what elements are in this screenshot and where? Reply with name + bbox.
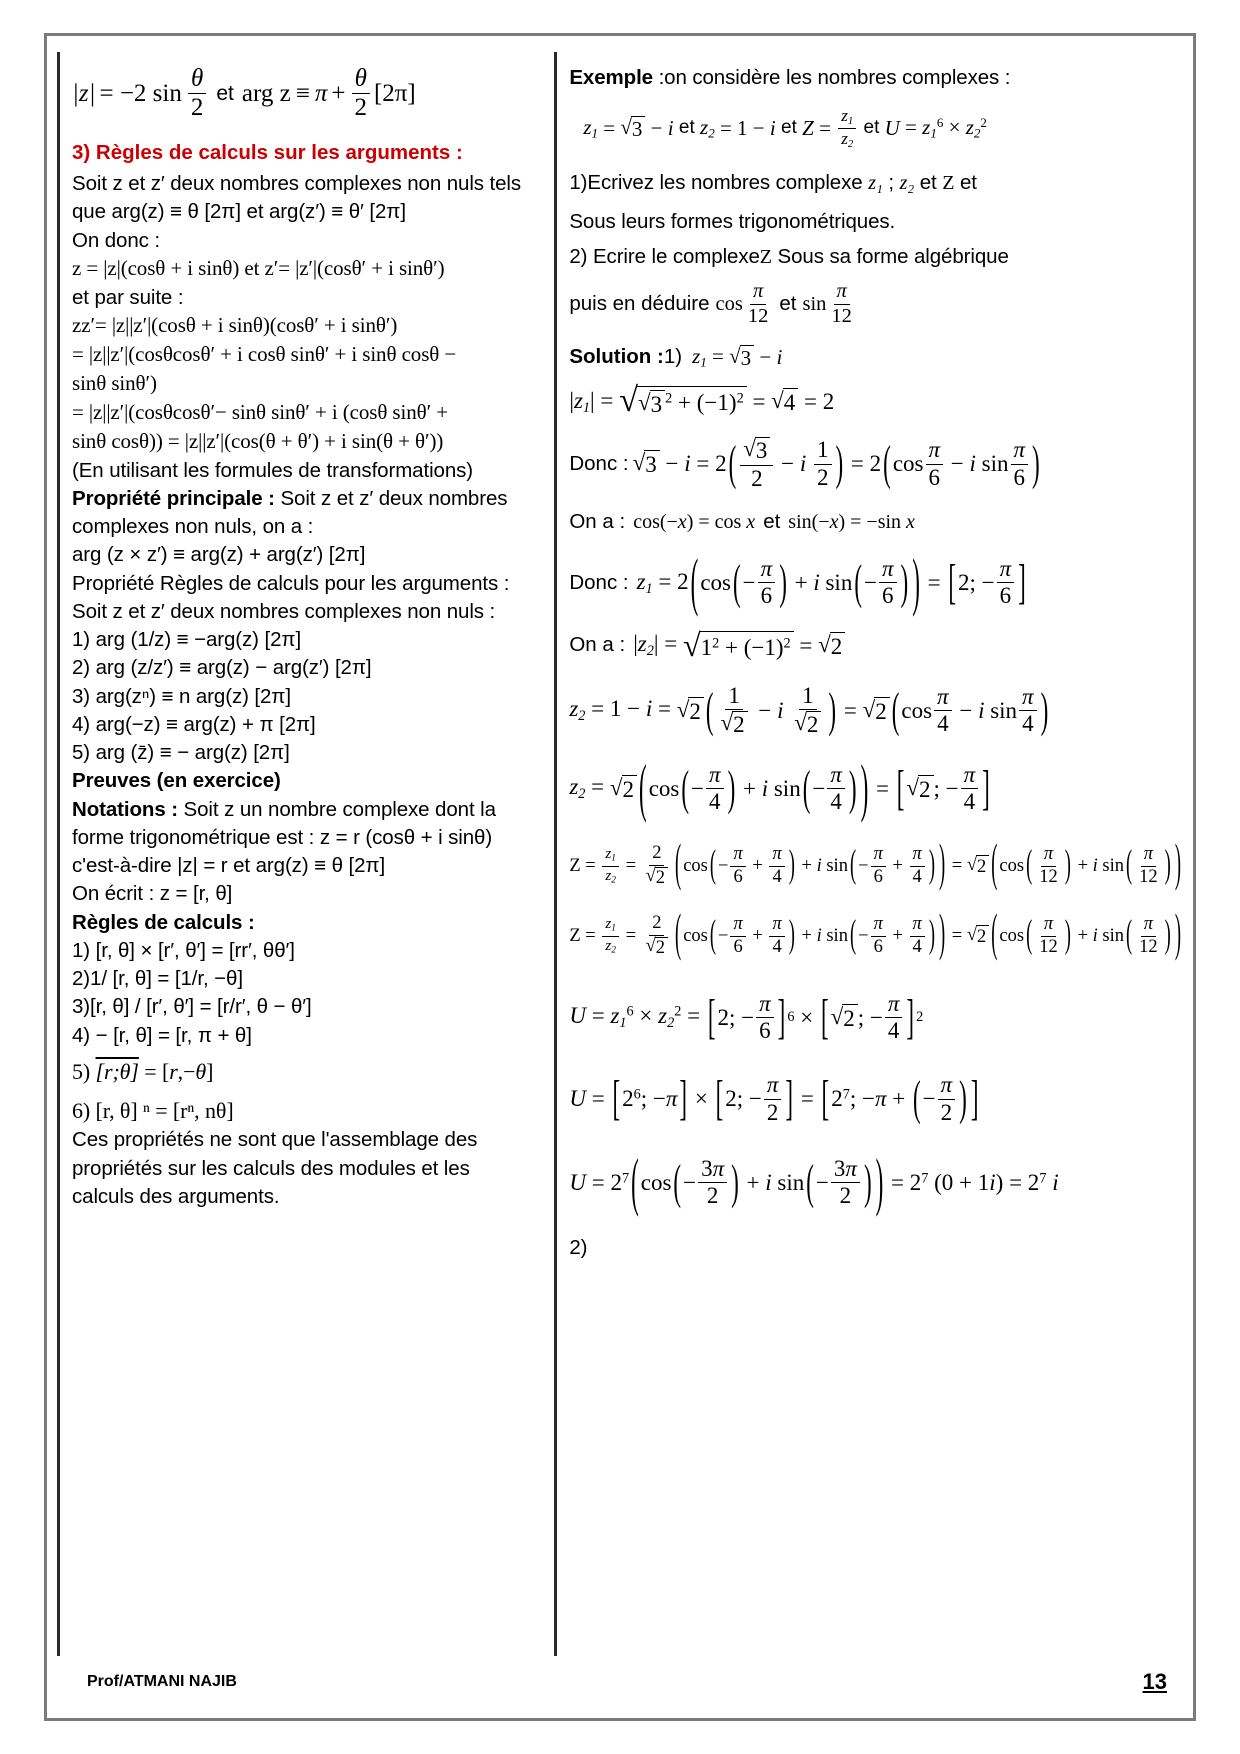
question-1-text: 1)Ecrivez les nombres complexe [569, 170, 863, 194]
question-1-line2: Sous leurs formes trigonométriques. [569, 210, 896, 234]
question-1-line [569, 169, 1183, 197]
header-formula-eq1: = −2 sin [99, 80, 182, 107]
question-1-et: et [919, 170, 937, 194]
question-2-text2: Sous sa forme algébrique [777, 245, 1009, 269]
header-formula-et: et [216, 82, 234, 106]
z2-algebraic-equation: $z_2 = 1 - i$ = √ 2 ( 1 √ 2 − i 1 √ 2 ) = √ 2 ( cos $\frac{\pi}{4}$ − i sin $\frac{\pi}{4}$ ) [569, 682, 1049, 738]
arg-rule-1: 1) arg (1/z) ≡ −arg(z) [2π] [72, 628, 302, 652]
calc-rule-2: 2)1/ [r, θ] = [1/r, −θ] [72, 967, 243, 991]
question-2-Z: Z [759, 246, 772, 269]
propriete-principale-formula: arg (z × z′) ≡ arg(z) + arg(z′) [2π] [72, 543, 366, 567]
question-1-Z: Z [942, 171, 955, 194]
header-formula-frac1: $\frac{\theta}{2}$ [188, 66, 207, 122]
left-line-8: = |z||z′|(cosθcosθ′− sinθ sinθ′ + i (cosθ sinθ′ + [72, 399, 448, 424]
notations-label: Notations : [72, 797, 178, 821]
notations-text1: Soit z un nombre complexe dont la [177, 797, 496, 821]
question-1-z1: z₁ [868, 171, 883, 194]
U-equation-2: U = [ $2^6$; −π ] × [ 2; − $\frac{\pi}{2}$ ] = [ $2^7$; −π + ( − $\frac{\pi}{2}$ ) ] [569, 1072, 979, 1125]
calc-rule-4: 4) − [r, θ] = [r, π + θ] [72, 1023, 252, 1047]
donc-2-equation: Donc : $z_1 = 2$ ( cos ( − $\frac{\pi}{6}$ ) + i sin ( − $\frac{\pi}{6}$ ) ) = [ 2; − $\frac{\pi}{6}$ ] [569, 547, 1026, 618]
left-column [57, 52, 548, 1656]
left-line-7: sinθ sinθ′) [72, 370, 157, 395]
notations-line4: On écrit : z = [r, θ] [72, 882, 233, 906]
left-line-1: que arg(z) ≡ θ [2π] et arg(z′) ≡ θ′ [2π] [72, 200, 406, 224]
closing-line2: propriétés sur les calculs des modules et les [72, 1156, 470, 1180]
z2-trig-equation: $z_2$ = √ 2 ( cos ( − $\frac{\pi}{4}$ ) + i sin ( − $\frac{\pi}{4}$ ) ) = [ √ 2 ; − $\frac{\pi}{4}$ ] [569, 753, 990, 824]
header-formula-arg: arg z [241, 80, 291, 107]
closing-line1: Ces propriétés ne sont que l'assemblage des [72, 1128, 478, 1152]
on-a-2-label: On a : [569, 632, 626, 656]
calc-rule-5: 5) [r;θ] = [r,−θ] [72, 1058, 214, 1084]
U-equation-3: $U = 2^7$ ( cos ( − $\frac{3\pi}{2}$ ) + i sin ( − $\frac{3\pi}{2}$ ) ) = $2^7$ $(0 + 1i) = 2^7$ i [569, 1146, 1059, 1217]
header-formula-frac2: $\frac{\theta}{2}$ [351, 66, 370, 122]
notations-line2: forme trigonométrique est : z = r (cosθ + i sinθ) [72, 825, 493, 849]
question-2-deduire: puis en déduire [569, 291, 710, 315]
exemple-text: :on considère les nombres complexes : [652, 66, 1011, 89]
solution-header: Solution : 1) $z_1$ = √ 3 − i [569, 344, 783, 371]
on-a-2-equation: On a : $|z_2|$ = √ $1^2 + (-1)^2$ = √ 2 [569, 631, 1183, 660]
footer-author: Prof/ATMANI NAJIB [87, 1673, 237, 1690]
solution-step: 1) [663, 345, 683, 369]
donc-1-equation: Donc : √ 3 − i = 2 ( √ 3 2 − i $\frac{1}{2}$ ) = 2 ( cos $\frac{\pi}{6}$ − i sin $\frac{\pi}{6}$ ) [569, 436, 1040, 491]
question-2-line2: puis en déduire cos $\frac{\pi}{12}$ et sin $\frac{\pi}{12}$ [569, 280, 852, 327]
left-line-5: zz′= |z||z′|(cosθ + i sinθ)(cosθ′ + i sinθ′) [72, 313, 398, 338]
left-line-6: = |z||z′|(cosθcosθ′ + i cosθ sinθ′ + i sinθ cosθ − [72, 341, 457, 366]
left-line-2: On donc : [72, 228, 160, 252]
left-line-9: sinθ cosθ)) = |z||z′|(cos(θ + θ′) + i sin(θ + θ′)) [72, 428, 444, 453]
question-1-z2: z₂ [899, 171, 915, 194]
right-column [554, 52, 1183, 1656]
footer-page-number: 13 [1142, 1669, 1167, 1694]
U-equation-1: $U = z_1^6 \times z_2^2$ = [ 2; − $\frac{\pi}{6}$ ] 6 × [ √ 2 ; − $\frac{\pi}{4}$ ] 2 [569, 991, 924, 1044]
page-footer [47, 1656, 1193, 1718]
two-column-body [47, 36, 1193, 1656]
propriete-regles-line1: Propriété Règles de calculs pour les arguments : [72, 571, 510, 595]
propriete-principale-line2: complexes non nuls, on a : [72, 515, 314, 539]
solution-label: Solution : [569, 345, 664, 369]
arg-rule-3: 3) arg(zⁿ) ≡ n arg(z) [2π] [72, 684, 291, 708]
modulus-z1-equation: $|z_1|$ = √ √ 3 $^2 + (-1)^2$ = √ 4 = 2 [569, 381, 835, 420]
left-line-3: z = |z|(cosθ + i sinθ) et z′= |z′|(cosθ′ + i sinθ′) [72, 255, 445, 280]
notations-line1 [72, 796, 548, 823]
propriete-principale-line [72, 485, 548, 512]
given-numbers: $z_1$ = √ 3 − i et $z_2$ = 1 − i et Z = $\frac{z_1}{z_2}$ et U = $z_1^6 \times z_2^2$ [583, 106, 987, 151]
arg-rule-2: 2) arg (z/z′) ≡ arg(z) − arg(z′) [2π] [72, 656, 372, 680]
arg-rule-4: 4) arg(−z) ≡ arg(z) + π [2π] [72, 712, 316, 736]
page-frame [44, 33, 1196, 1721]
on-a-1-label: On a : [569, 509, 626, 533]
calc-rule-1: 1) [r, θ] × [r′, θ′] = [rr′, θθ′] [72, 938, 295, 962]
question-1-sep: ; [888, 170, 894, 194]
Z-quotient-equation-2: Z = $\frac{z_1}{z_2}$ = 2 √ 2 ( cos ( − $\frac{\pi}{6}$ + $\frac{\pi}{4}$ ) + i sin ( − $\frac{\pi}{6}$ + $\frac{\pi}{4}$ ) ) = √ 2 ( cos ( $\frac{\pi}{12}$ ) + i sin ( $\frac{\pi}{12}$ ) ) [569, 907, 1181, 964]
exemple-line [569, 64, 1183, 91]
header-formula-modulus: |z| [72, 80, 96, 107]
question-2-text: 2) Ecrire le complexe [569, 245, 760, 269]
regles-calculs-title: Règles de calculs : [72, 910, 255, 934]
calc-rule-3: 3)[r, θ] / [r′, θ′] = [r/r′, θ − θ′] [72, 995, 312, 1019]
preuves-label: Preuves (en exercice) [72, 769, 281, 793]
left-line-0: Soit z et z′ deux nombres complexes non nuls tels [72, 172, 522, 196]
header-formula-pi: π [314, 80, 328, 107]
propriete-regles-line2: Soit z et z′ deux nombres complexes non nuls : [72, 599, 496, 623]
left-line-10: (En utilisant les formules de transformations) [72, 458, 474, 482]
header-formula-equiv: ≡ [295, 80, 310, 107]
Z-quotient-equation-1: Z = $\frac{z_1}{z_2}$ = 2 √ 2 ( cos ( − $\frac{\pi}{6}$ + $\frac{\pi}{4}$ ) + i sin ( − $\frac{\pi}{6}$ + $\frac{\pi}{4}$ ) ) = √ 2 ( cos ( $\frac{\pi}{12}$ ) + i sin ( $\frac{\pi}{12}$ ) ) [569, 837, 1181, 894]
next-step-label: 2) [569, 1235, 588, 1259]
propriete-principale-text: Soit z et z′ deux nombres [274, 486, 508, 510]
page-inner [47, 36, 1193, 1718]
header-formula-bracket: [2π] [373, 80, 416, 107]
header-formula-plus: + [331, 80, 346, 107]
closing-line3: calculs des arguments. [72, 1184, 280, 1208]
on-a-1-equation: On a : cos(−x) = cos x et sin(−x) = −sin x [569, 509, 915, 534]
calc-rule-6: 6) [r, θ] ⁿ = [rⁿ, nθ] [72, 1098, 234, 1124]
question-2-et: et [779, 291, 797, 315]
section-title-arguments: 3) Règles de calculs sur les arguments : [72, 140, 463, 164]
notations-line3: c'est-à-dire |z| = r et arg(z) ≡ θ [2π] [72, 854, 386, 878]
header-formula [72, 66, 548, 122]
exemple-label: Exemple [569, 66, 653, 89]
arg-rule-5: 5) arg (z̄) ≡ − arg(z) [2π] [72, 741, 290, 765]
question-2-line [569, 243, 1183, 271]
question-1-end: et [959, 170, 977, 194]
propriete-principale-label: Propriété principale : [72, 486, 275, 510]
left-line-4: et par suite : [72, 285, 184, 309]
